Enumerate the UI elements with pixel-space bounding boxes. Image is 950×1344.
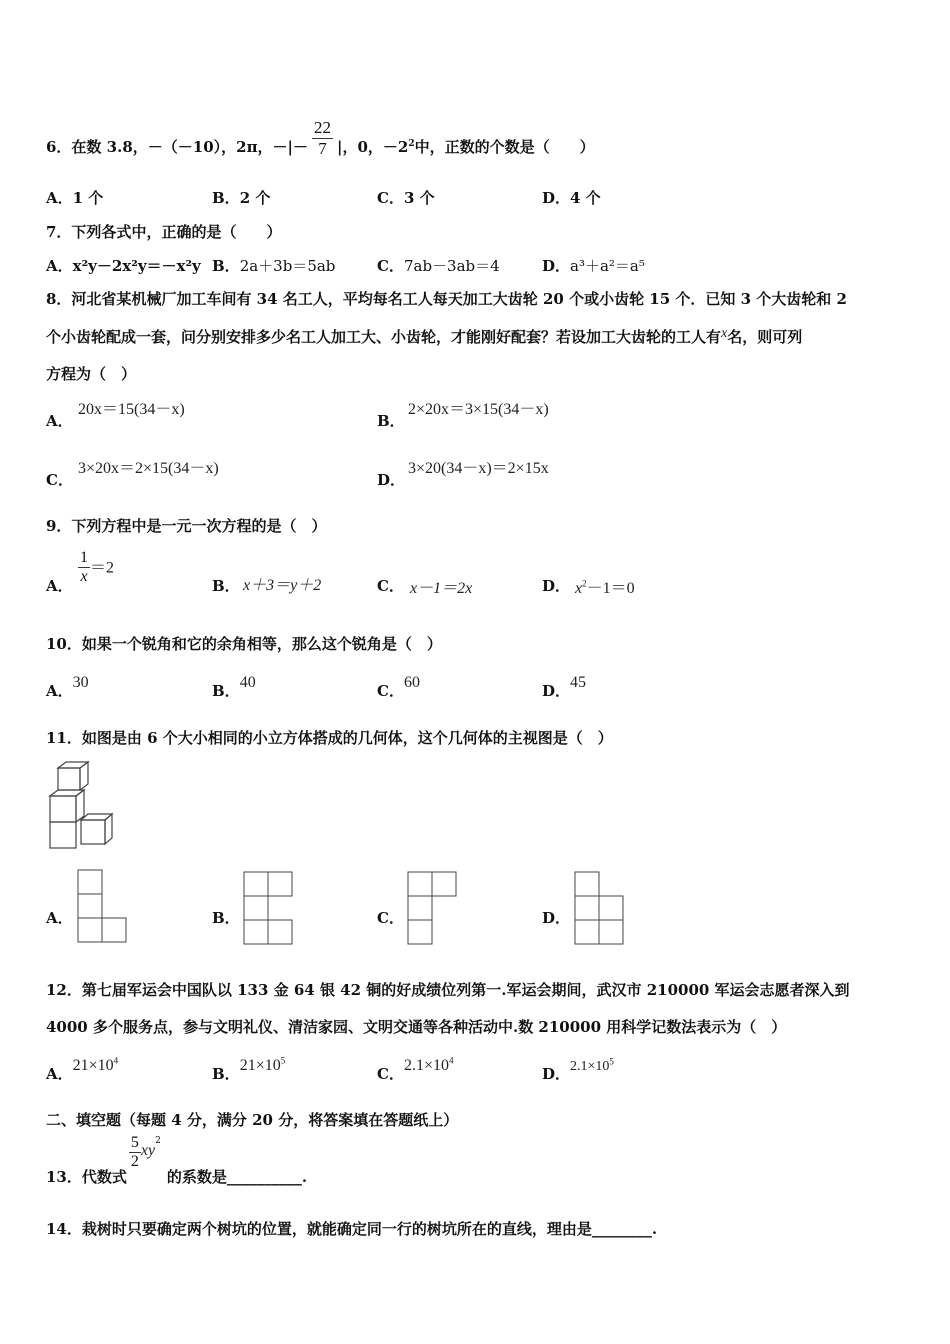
q6-fraction: $\frac{22}{7}$ bbox=[314, 118, 332, 158]
q8-option-c-equation: 3×20x＝2×15(34－x) bbox=[78, 460, 219, 477]
q8-option-b-equation: 2×20x＝3×15(34－x) bbox=[408, 401, 549, 418]
q6-option-b: B．2 个 bbox=[212, 189, 271, 207]
q10-stem: 10．如果一个锐角和它的余角相等，那么这个锐角是（ ） bbox=[46, 635, 442, 653]
q8-option-a-equation: 20x＝15(34－x) bbox=[78, 401, 185, 418]
q11-option-c-figure bbox=[407, 871, 459, 945]
q11-option-c-label: C． bbox=[377, 909, 404, 927]
q6-option-a: A．1 个 bbox=[46, 189, 104, 207]
q9-option-b-equation: x＋3＝y＋2 bbox=[243, 577, 322, 594]
q6-stem: 6．在数 3.8，－（－10），2π，－|－ $\frac{22}{7}$ |，0，$-2^2$中，正数的个数是（ ） bbox=[46, 118, 595, 158]
q11-option-a-label: A． bbox=[46, 909, 73, 927]
q8-option-c-label: C． bbox=[46, 471, 73, 489]
q7-option-b: B．2a＋3b＝5ab bbox=[212, 257, 336, 275]
q8-line1: 8．河北省某机械厂加工车间有 34 名工人，平均每名工人每天加工大齿轮 20 个或小齿轮 15 个．已知 3 个大齿轮和 2 bbox=[46, 290, 847, 308]
q12-option-d: D．$2.1\times 10^5$ bbox=[542, 1056, 614, 1083]
q7-option-c: C．7ab－3ab＝4 bbox=[377, 257, 500, 275]
q11-option-b-label: B． bbox=[212, 909, 240, 927]
q9-option-d-equation: $x^2-1=0$ bbox=[575, 578, 635, 597]
q8-line2: 个小齿轮配成一套，问分别安排多少名工人加工大、小齿轮，才能刚好配套？若设加工大齿轮的工人有x名，则可列 bbox=[46, 326, 803, 346]
q7-stem: 7．下列各式中，正确的是（ ） bbox=[46, 223, 282, 241]
q8-option-b-label: B． bbox=[377, 412, 405, 430]
q10-option-a: A．30 bbox=[46, 674, 89, 700]
q8-option-d-label: D． bbox=[377, 471, 406, 489]
q12-option-a: A．$21\times 10^4$ bbox=[46, 1055, 119, 1083]
q13-fraction: $\frac{5}{2}$ bbox=[130, 1134, 139, 1171]
q11-option-b-figure bbox=[243, 871, 295, 945]
q7-option-d: D．a³＋a²＝a⁵ bbox=[542, 257, 645, 275]
q6-option-c: C．3 个 bbox=[377, 189, 435, 207]
q9-option-c-equation: x－1＝2x bbox=[410, 580, 473, 597]
q10-option-b: B．40 bbox=[212, 674, 256, 700]
q9-option-c-label: C． bbox=[377, 577, 404, 595]
q11-option-a-figure bbox=[77, 869, 129, 943]
q9-stem: 9．下列方程中是一元一次方程的是（ ） bbox=[46, 517, 327, 535]
q11-option-d-figure bbox=[574, 871, 626, 945]
q11-solid-figure bbox=[44, 758, 116, 854]
q8-option-a-label: A． bbox=[46, 412, 73, 430]
q9-option-b-label: B． bbox=[212, 577, 240, 595]
q10-option-d: D．45 bbox=[542, 674, 587, 700]
q11-stem: 11．如图是由 6 个大小相同的小立方体搭成的几何体，这个几何体的主视图是（ ） bbox=[46, 729, 613, 747]
q7-option-a: A．x²y－2x²y＝－x²y bbox=[46, 257, 201, 275]
q12-option-b: B．$21\times 10^5$ bbox=[212, 1055, 286, 1083]
q11-option-d-label: D． bbox=[542, 909, 571, 927]
q9-option-d-label: D． bbox=[542, 577, 571, 595]
q13-text: 13．代数式 $\frac{5}{2}$ $xy^2$的系数是__________. bbox=[46, 1134, 308, 1186]
q9-option-a-equation: $\frac{1}{x}$ ＝2 bbox=[80, 549, 115, 586]
section2-heading: 二、填空题（每题 4 分，满分 20 分，将答案填在答题纸上） bbox=[46, 1111, 459, 1129]
q6-option-d: D．4 个 bbox=[542, 189, 601, 207]
q8-option-d-equation: 3×20(34－x)＝2×15x bbox=[408, 460, 549, 477]
q10-option-c: C．60 bbox=[377, 674, 420, 700]
q12-line1: 12．第七届军运会中国队以 133 金 64 银 42 铜的好成绩位列第一.军运会期间，武汉市 210000 军运会志愿者深入到 bbox=[46, 981, 850, 999]
q9-option-a-label: A． bbox=[46, 577, 73, 595]
q8-line3: 方程为（ ） bbox=[46, 365, 137, 383]
q12-option-c: C．$2.1\times 10^4$ bbox=[377, 1055, 454, 1083]
q12-line2: 4000 多个服务点，参与文明礼仪、清洁家园、文明交通等各种活动中.数 210000 用科学记数法表示为（ ） bbox=[46, 1018, 787, 1036]
q14-text: 14．栽树时只要确定两个树坑的位置，就能确定同一行的树坑所在的直线，理由是________. bbox=[46, 1220, 658, 1238]
